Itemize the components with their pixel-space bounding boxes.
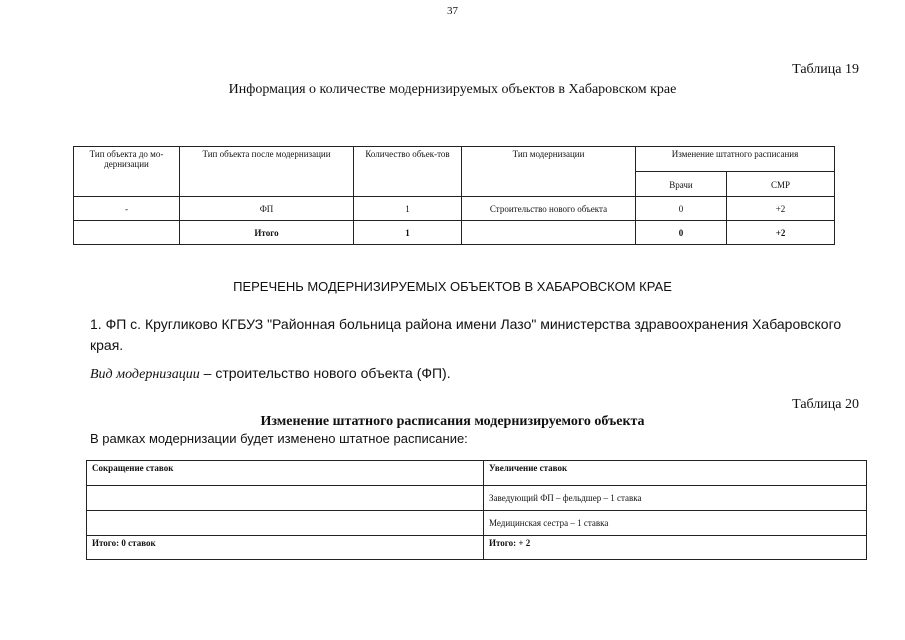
cell-smr: +2 bbox=[727, 221, 835, 245]
header-increase: Увеличение ставок bbox=[484, 461, 867, 486]
cell-doctors: 0 bbox=[636, 197, 727, 221]
table20 bbox=[86, 460, 867, 560]
table-row bbox=[87, 486, 867, 511]
cell-count: 1 bbox=[354, 197, 462, 221]
cell-type-before bbox=[74, 221, 180, 245]
modernization-type-label: Вид модернизации bbox=[90, 367, 200, 382]
table-row bbox=[87, 511, 867, 536]
cell-doctors: 0 bbox=[636, 221, 727, 245]
cell-total-label: Итого bbox=[180, 221, 354, 245]
table19 bbox=[73, 146, 835, 245]
table20-intro: В рамках модернизации будет изменено штатное расписание: bbox=[90, 431, 468, 446]
cell-reduction bbox=[87, 511, 484, 536]
table-total-row bbox=[87, 536, 867, 560]
cell-type-after: ФП bbox=[180, 197, 354, 221]
header-doctors: Врачи bbox=[636, 172, 727, 197]
table20-title: Изменение штатного расписания модернизируемого объекта bbox=[260, 414, 645, 429]
header-type-after: Тип объекта после модернизации bbox=[180, 147, 354, 197]
table19-label: Таблица 19 bbox=[792, 62, 859, 77]
header-reduction: Сокращение ставок bbox=[87, 461, 484, 486]
total-reduction: Итого: 0 ставок bbox=[87, 536, 484, 560]
cell-smr: +2 bbox=[727, 197, 835, 221]
cell-count: 1 bbox=[354, 221, 462, 245]
header-smr: СМР bbox=[727, 172, 835, 197]
cell-increase: Медицинская сестра – 1 ставка bbox=[484, 511, 867, 536]
header-type-before: Тип объекта до мо-дернизации bbox=[74, 147, 180, 197]
header-modernization-type: Тип модернизации bbox=[462, 147, 636, 197]
table19-title: Информация о количестве модернизируемых объектов в Хабаровском крае bbox=[228, 82, 677, 97]
cell-reduction bbox=[87, 486, 484, 511]
header-count: Количество объек-тов bbox=[354, 147, 462, 197]
cell-modernization-type: Строительство нового объекта bbox=[462, 197, 636, 221]
page-number: 37 bbox=[447, 5, 458, 17]
modernization-type-value: – строительство нового объекта (ФП). bbox=[199, 365, 451, 381]
cell-type-before: - bbox=[74, 197, 180, 221]
table-total-row bbox=[74, 221, 835, 245]
table20-label: Таблица 20 bbox=[792, 397, 859, 412]
list-item: 1. ФП с. Кругликово КГБУЗ "Районная больница района имени Лазо" министерства здравоохранения Хабаровского края. bbox=[90, 316, 842, 353]
modernization-type-line bbox=[90, 365, 451, 383]
list-heading: ПЕРЕЧЕНЬ МОДЕРНИЗИРУЕМЫХ ОБЪЕКТОВ В ХАБАРОВСКОМ КРАЕ bbox=[233, 279, 672, 294]
header-staffing-change: Изменение штатного расписания bbox=[636, 147, 835, 172]
table-row bbox=[74, 197, 835, 221]
cell-increase: Заведующий ФП – фельдшер – 1 ставка bbox=[484, 486, 867, 511]
cell-modernization-type bbox=[462, 221, 636, 245]
total-increase: Итого: + 2 bbox=[484, 536, 867, 560]
